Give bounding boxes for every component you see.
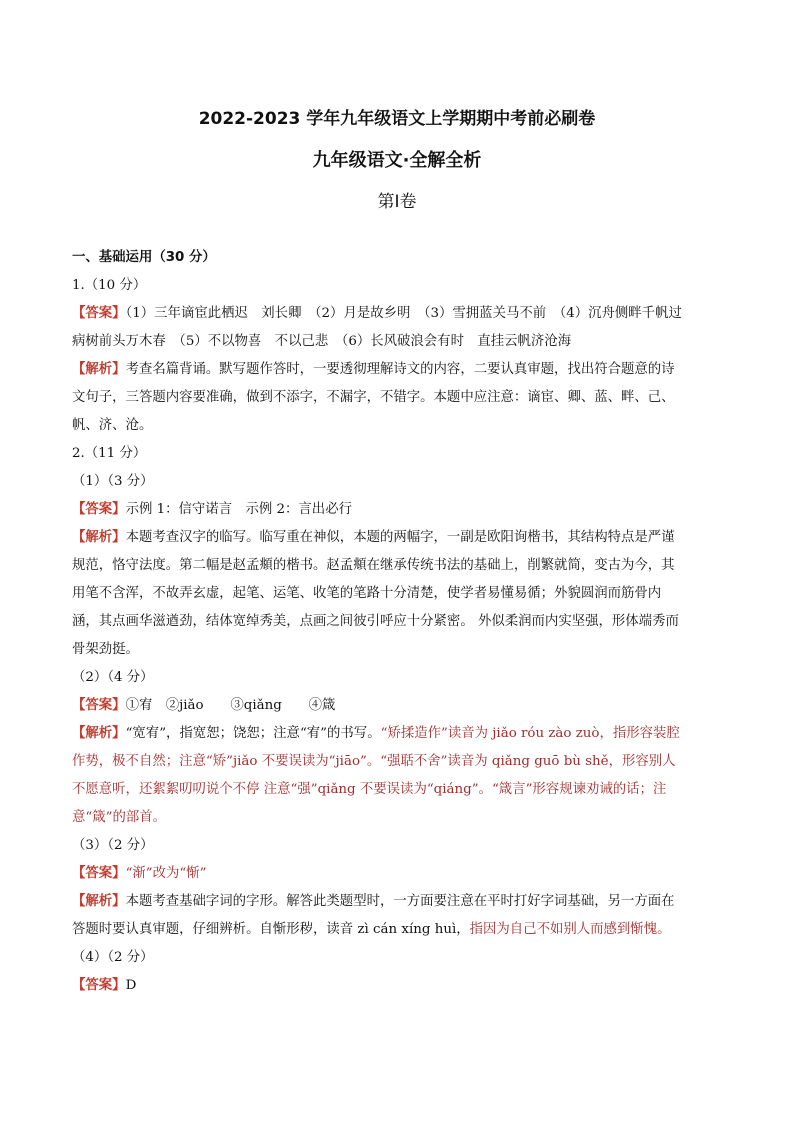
subquestion-number: （3）（2 分） <box>72 838 154 853</box>
answer-tag: 【答案】 <box>72 698 126 713</box>
analysis-tag: 【解析】 <box>72 726 126 741</box>
analysis-block <box>72 720 684 832</box>
document-title: 2022-2023 学年九年级语文上学期期中考前必刷卷 <box>198 109 596 129</box>
analysis-tag: 【解析】 <box>72 530 126 545</box>
analysis-block <box>72 356 684 440</box>
analysis-block <box>72 524 684 664</box>
answer-text: D <box>125 978 137 993</box>
analysis-tag: 【解析】 <box>72 362 126 377</box>
answer-block <box>72 692 684 720</box>
answer-tag: 【答案】 <box>72 978 126 993</box>
analysis-text: 考查名篇背诵。默写题作答时，一要透彻理解诗文的内容，二要认真审题，找出符合题意的诗文句子，三答题内容要准确，做到不添字，不漏字，不错字。本题中应注意：谪宦、卿、蓝、畔、己、帆、济、沧。 <box>72 362 675 433</box>
answer-block <box>72 860 684 888</box>
answer-block <box>72 300 696 356</box>
answer-block <box>72 496 684 524</box>
question-number: 2.（11 分） <box>72 446 147 461</box>
question-number: 1.（10 分） <box>72 278 147 293</box>
answer-block <box>72 972 684 1000</box>
analysis-text: “宽宥”，指宽恕；饶恕；注意“宥”的书写。 <box>125 726 381 741</box>
analysis-text: 本题考查基础字词的字形。解答此类题型时，一方面要注意在平时打好字词基础，另一方面在答题时要认真审题，仔细辨析。自惭形秽，读音 zì cán xíng huì， <box>72 894 675 937</box>
answer-tag: 【答案】 <box>72 866 126 881</box>
answer-tag: 【答案】 <box>72 306 126 321</box>
analysis-text: 本题考查汉字的临写。临写重在神似，本题的两幅字，一副是欧阳询楷书，其结构特点是严谨规范，恪守法度。第二幅是赵孟頫的楷书。赵孟頫在继承传统书法的基础上，削繁就简，变古为今，其用笔不含浑，不故弄玄虚，起笔、运笔、收笔的笔路十分清楚，使学者易懂易循；外貌圆润而筋骨内涵，其点画华滋遒劲，结体宽绰秀美，点画之间彼引呼应十分紧密。 外似柔润而内实坚强，形体端秀而骨架劲挺。 <box>72 530 679 657</box>
section-heading: 一、基础运用（30 分） <box>72 250 216 265</box>
document-subtitle: 九年级语文·全解全析 <box>312 150 482 171</box>
analysis-text-highlight: “矫揉造作”读音为 jiǎo róu zào zuò，指形容装腔作势，极不自然；注意“矫”jiǎo 不要误读为“jiāo”。“强聒不舍”读音为 qiǎng guō bù shě，形容别人不愿意听，还絮絮叨叨说个不停 注意“强”qiǎng 不要误读为“qiáng”。“箴言”形容规谏劝诫的话；注意“箴”的部首。 <box>72 726 680 825</box>
answer-text: 示例 1：信守诺言 示例 2：言出必行 <box>125 502 352 517</box>
analysis-text-highlight: 指因为自己不如别人而感到惭愧。 <box>469 922 671 937</box>
answer-text: （1）三年谪宦此栖迟 刘长卿 （2）月是故乡明 （3）雪拥蓝关马不前 （4）沉舟侧畔千帆过 病树前头万木春 （5）不以物喜 不以己悲 （6）长风破浪会有时 直挂云帆济沧海 <box>72 306 696 349</box>
subquestion-number: （2）（4 分） <box>72 670 154 685</box>
subquestion-number: （4）（2 分） <box>72 950 154 965</box>
analysis-block <box>72 888 684 944</box>
subquestion-number: （1）（3 分） <box>72 474 154 489</box>
document-body <box>72 244 696 1000</box>
answer-text: ①宥 ②jiǎo ③qiǎng ④箴 <box>125 698 336 713</box>
answer-tag: 【答案】 <box>72 502 126 517</box>
answer-text: “渐”改为“惭” <box>125 866 207 881</box>
volume-heading: 第Ⅰ卷 <box>377 192 417 212</box>
analysis-tag: 【解析】 <box>72 894 126 909</box>
